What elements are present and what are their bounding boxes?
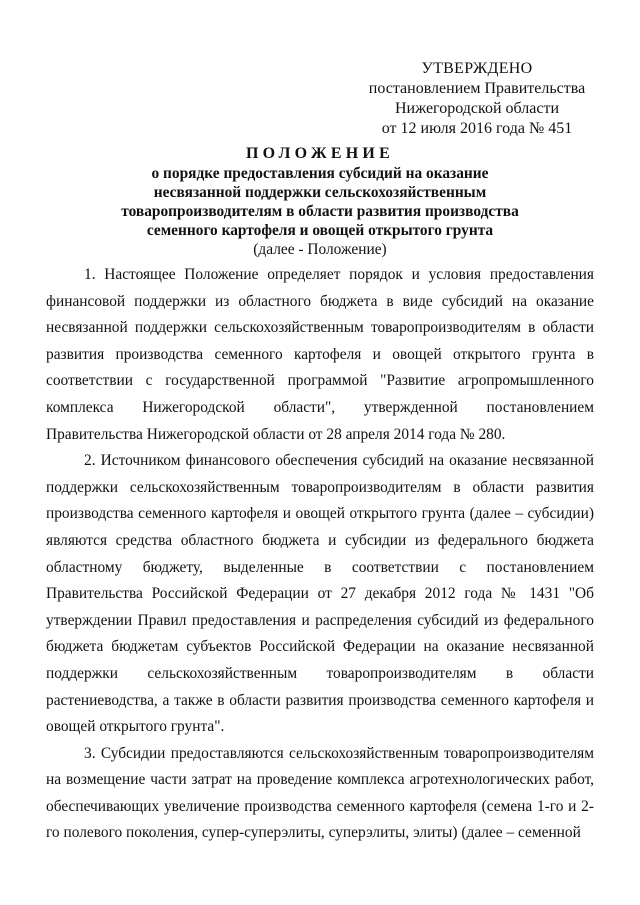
paragraph-1: 1. Настоящее Положение определяет порядок и условия предоставления финансовой поддержки из областного бюджета в виде субсидий на оказание несвязанной поддержки сельскохозяйственным товаропроизводителям в области развития производства семенного картофеля и овощей открытого грунта в соответствии с государственной программой "Развитие агропромышленного комплекса Нижегородской области", утвержденной постановлением Правительства Нижегородской области от 28 апреля 2014 года № 280. (46, 266, 594, 443)
approval-stamp (362, 59, 592, 139)
document-body (46, 262, 594, 847)
document-abbreviation: (далее - Положение) (253, 241, 387, 258)
approval-line: Нижегородской области (394, 100, 559, 117)
subtitle-line: товаропроизводителям в области развития производства (121, 203, 519, 220)
subtitle-line: несвязанной поддержки сельскохозяйственным (153, 184, 487, 201)
subtitle-line: о порядке предоставления субсидий на оказание (151, 165, 489, 182)
paragraph-3: 3. Субсидии предоставляются сельскохозяйственным товаропроизводителям на возмещение части затрат на проведение комплекса агротехнологических работ, обеспечивающих увеличение производства семенного картофеля (семена 1-го и 2-го полевого поколения, супер-суперэлиты, суперэлиты, элиты) (далее – семенной (46, 744, 594, 842)
approval-date-line: от 12 июля 2016 года № 451 (381, 120, 573, 137)
subtitle-line: семенного картофеля и овощей открытого грунта (146, 222, 494, 239)
approval-line: постановлением Правительства (368, 80, 586, 97)
document-heading (96, 144, 544, 259)
approval-title: УТВЕРЖДЕНО (421, 60, 533, 77)
paragraph-2: 2. Источником финансового обеспечения субсидий на оказание несвязанной поддержки сельскохозяйственным товаропроизводителям в области развития производства семенного картофеля и овощей открытого грунта (далее – субсидии) являются средства областного бюджета и субсидии из федерального бюджета областному бюджету, выделенные в соответствии с постановлением Правительства Российской Федерации от 27 декабря 2012 года № 1431 "Об утверждении Правил предоставления и распределения субсидий из федерального бюджета бюджетам субъектов Российской Федерации на оказание несвязанной поддержки сельскохозяйственным товаропроизводителям в области растениеводства, а также в области развития производства семенного картофеля и овощей открытого грунта". (46, 452, 594, 736)
document-title: ПОЛОЖЕНИЕ (246, 145, 394, 162)
